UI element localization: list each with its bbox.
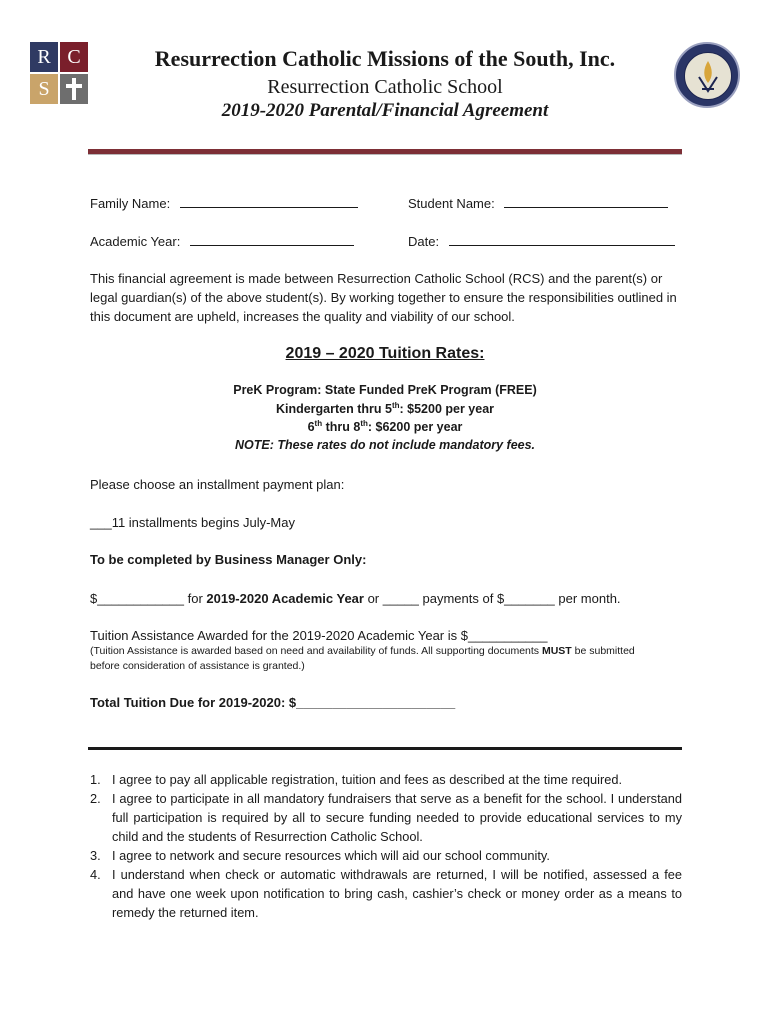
rate-k5-text: Kindergarten thru 5 (275, 402, 392, 417)
plan-option-11[interactable]: ___11 installments begins July-May (90, 515, 295, 530)
rate-middle (0, 419, 770, 434)
list-item-number: 1. (90, 772, 101, 787)
header-divider (88, 149, 682, 155)
assistance-note-must: MUST (541, 645, 572, 657)
family-name-field[interactable] (90, 195, 358, 211)
document-title: 2019-2020 Parental/Financial Agreement (221, 100, 549, 121)
assistance-line[interactable]: Tuition Assistance Awarded for the 2019-2020 Academic Year is $___________ (90, 628, 548, 643)
business-amount-year: 2019-2020 Academic Year (206, 591, 364, 606)
rates-note: NOTE: These rates do not include mandatory fees. (234, 438, 536, 452)
intro-paragraph: This financial agreement is made between Resurrection Catholic School (RCS) and the parent(s) or legal guardian(s) of the above student(s). By working together to ensure the responsibilities outlined in this document are upheld, increases the quality and viability of our school. (90, 271, 677, 324)
list-item (90, 846, 682, 865)
rates-heading: 2019 – 2020 Tuition Rates: (285, 345, 485, 362)
business-amount-a: $____________ for (90, 591, 207, 606)
assistance-note-a: (Tuition Assistance is awarded based on need and availability of funds. All supporting documents (90, 645, 542, 657)
family-name-label: Family Name: (90, 196, 171, 211)
academic-year-label: Academic Year: (90, 234, 181, 249)
student-name-label: Student Name: (408, 196, 495, 211)
list-item-text: I agree to pay all applicable registration, tuition and fees as described at the time required. (112, 772, 623, 787)
rate-middle-b: thru 8 (322, 420, 361, 435)
academic-year-field[interactable] (90, 233, 354, 249)
rate-middle-sup1: th (314, 419, 323, 428)
family-name-line[interactable] (180, 195, 358, 208)
list-item-text: I understand when check or automatic withdrawals are returned, I will be notified, assessed a fee and have one week upon notification to bring cash, cashier’s check or money order as a means to remedy the returned item. (112, 867, 682, 920)
rate-middle-a: 6 (307, 420, 315, 435)
list-item-number: 4. (90, 867, 101, 882)
student-name-line[interactable] (504, 195, 668, 208)
org-title: Resurrection Catholic Missions of the South, Inc. (154, 46, 616, 71)
logo-letter-c: C (60, 42, 88, 72)
academic-year-line[interactable] (190, 233, 354, 246)
rate-k5-sup: th (391, 401, 400, 410)
list-item-text: I agree to participate in all mandatory fundraisers that serve as a benefit for the school. I understand full participation is required by all to secure funding needed to provide educational services to my child and the students of Resurrection Catholic School. (112, 791, 682, 844)
assistance-note (90, 644, 650, 674)
student-name-field[interactable] (408, 195, 668, 211)
list-item (90, 770, 682, 789)
school-title: Resurrection Catholic School (267, 76, 503, 98)
plan-prompt: Please choose an installment payment plan: (90, 477, 345, 492)
rate-middle-sup2: th (360, 419, 368, 428)
list-item (90, 865, 682, 922)
list-item (90, 789, 682, 846)
assistance-note-c: be submitted before consideration of assistance is granted.) (90, 645, 635, 672)
business-amount-line[interactable] (90, 589, 682, 608)
rate-k5 (0, 401, 770, 416)
rate-k5-price: : $5200 per year (399, 402, 495, 417)
list-item-number: 3. (90, 848, 101, 863)
logo-letter-s: S (30, 74, 58, 104)
total-tuition-line[interactable]: Total Tuition Due for 2019-2020: $______________________ (90, 695, 456, 710)
date-label: Date: (408, 234, 440, 249)
rate-middle-price: : $6200 per year (367, 420, 463, 435)
date-line[interactable] (449, 233, 675, 246)
business-heading: To be completed by Business Manager Only: (90, 552, 367, 567)
list-item-text: I agree to network and secure resources which will aid our school community. (112, 848, 550, 863)
business-amount-c: or _____ payments of $_______ per month. (363, 591, 621, 606)
list-item-number: 2. (90, 791, 101, 806)
rate-prek: PreK Program: State Funded PreK Program (FREE) (233, 383, 537, 397)
logo-letter-r: R (30, 42, 58, 72)
section-divider (88, 747, 682, 750)
agreement-list (90, 770, 682, 922)
date-field[interactable] (408, 233, 675, 249)
